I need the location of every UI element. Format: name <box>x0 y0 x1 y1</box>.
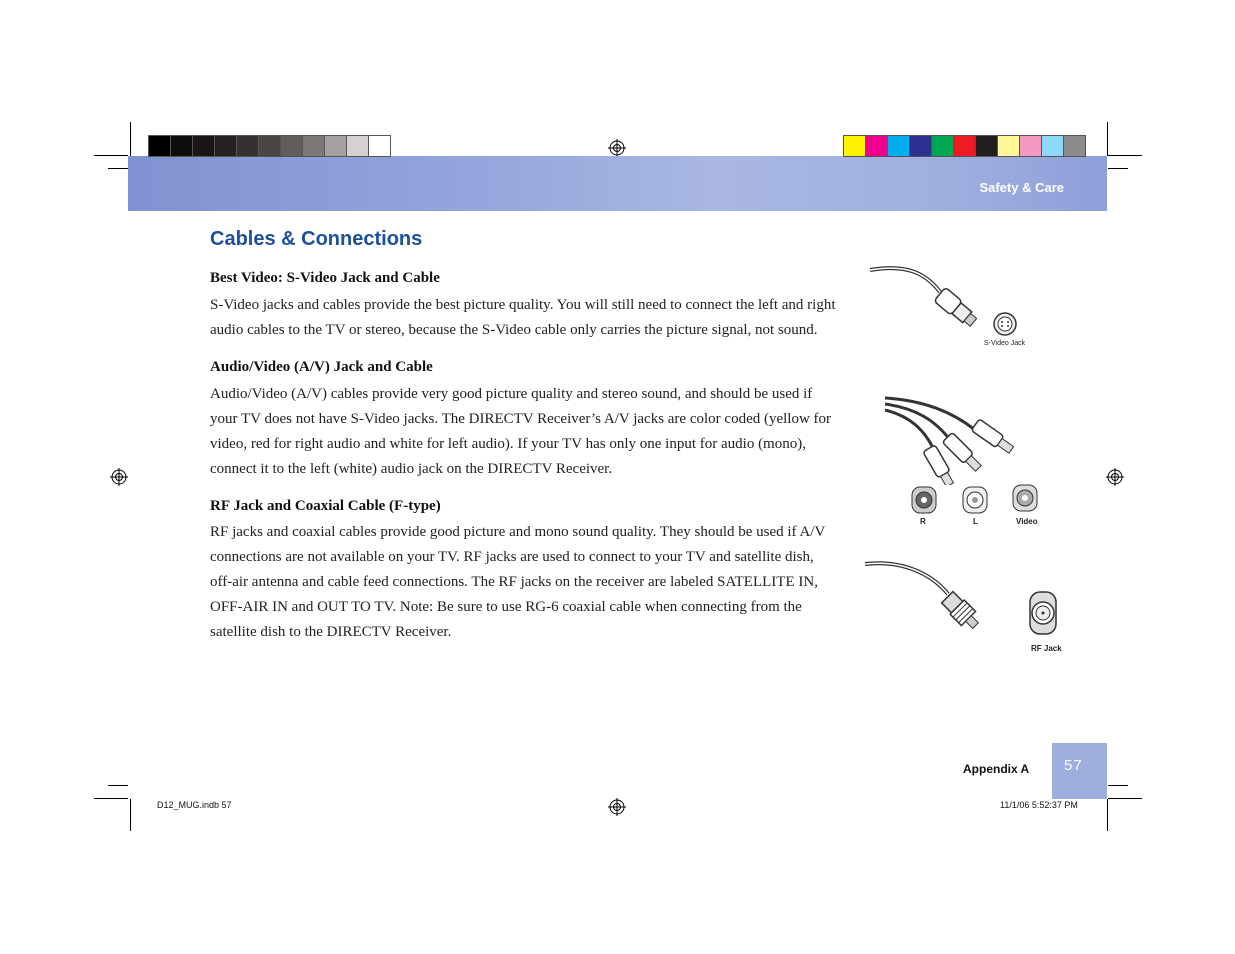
registration-mark-icon <box>110 468 128 486</box>
crop-mark <box>130 122 131 156</box>
color-swatch <box>931 135 954 157</box>
crop-mark <box>1108 155 1142 156</box>
body-line: off-air antenna and cable feed connections. The RF jacks on the receiver are labeled SATELLITE IN, <box>210 574 818 590</box>
av-label-l: L <box>973 517 978 526</box>
body-line: audio cables to the TV or stereo, because the S-Video cable only carries the picture signal, not sound. <box>210 322 818 338</box>
body-line: satellite dish to the DIRECTV Receiver. <box>210 624 452 640</box>
color-swatch <box>280 135 303 157</box>
av-jack-l-icon <box>962 486 988 514</box>
section-heading-svideo: Best Video: S-Video Jack and Cable <box>210 270 440 286</box>
crop-mark <box>130 799 131 831</box>
header-band <box>128 156 1107 211</box>
slug-timestamp: 11/1/06 5:52:37 PM <box>1000 800 1078 810</box>
color-swatch <box>953 135 976 157</box>
color-swatch <box>170 135 193 157</box>
section-label: Safety & Care <box>979 180 1064 195</box>
section-body-svideo <box>210 293 850 343</box>
color-swatch <box>997 135 1020 157</box>
crop-mark <box>94 798 128 799</box>
color-swatch <box>192 135 215 157</box>
crop-mark <box>1107 799 1108 831</box>
body-line: connect it to the left (white) audio jack on the DIRECTV Receiver. <box>210 461 613 477</box>
page-title: Cables & Connections <box>210 228 423 250</box>
body-line: connections are not available on your TV. RF jacks are used to connect to your TV and satellite dish, <box>210 549 814 565</box>
crop-mark <box>1108 798 1142 799</box>
rf-jack-icon <box>1024 590 1062 636</box>
crop-mark <box>1108 785 1128 786</box>
color-swatch <box>368 135 391 157</box>
page-number: 57 <box>1064 757 1083 774</box>
body-line: your TV does not have S-Video jacks. The DIRECTV Receiver’s A/V jacks are color coded (yellow for <box>210 411 832 427</box>
av-label-video: Video <box>1016 517 1038 526</box>
color-swatch <box>346 135 369 157</box>
av-cable-illustration <box>880 390 1050 485</box>
color-swatch <box>324 135 347 157</box>
body-line: OFF-AIR IN and OUT TO TV. Note: Be sure to use RG-6 coaxial cable when connecting from the <box>210 599 802 615</box>
rf-cable-illustration <box>860 552 1010 642</box>
section-body-rf <box>210 520 850 645</box>
registration-mark-icon <box>608 139 626 157</box>
appendix-label: Appendix A <box>963 762 1030 776</box>
crop-mark <box>1108 168 1128 169</box>
slug-file: D12_MUG.indb 57 <box>157 800 232 810</box>
crop-mark <box>108 168 128 169</box>
registration-mark-icon <box>1106 468 1124 486</box>
section-heading-av: Audio/Video (A/V) Jack and Cable <box>210 359 433 375</box>
crop-mark <box>94 155 128 156</box>
rf-jack-label: RF Jack <box>1031 644 1062 653</box>
crop-mark <box>1107 122 1108 156</box>
color-swatch <box>1019 135 1042 157</box>
av-jack-video-icon <box>1012 484 1038 512</box>
color-swatch <box>909 135 932 157</box>
color-swatch <box>843 135 866 157</box>
color-swatch <box>975 135 998 157</box>
svideo-jack-label: S-Video Jack <box>984 340 1026 347</box>
av-jack-r-icon <box>911 486 937 514</box>
crop-mark <box>108 785 128 786</box>
color-swatch <box>865 135 888 157</box>
color-swatch <box>258 135 281 157</box>
body-line: RF jacks and coaxial cables provide good picture and mono sound quality. They should be used if A/V <box>210 524 826 540</box>
color-swatch <box>1063 135 1086 157</box>
body-line: Audio/Video (A/V) cables provide very good picture quality and stereo sound, and should be used if <box>210 386 813 402</box>
section-body-av <box>210 382 850 482</box>
registration-mark-icon <box>608 798 626 816</box>
body-line: S-Video jacks and cables provide the best picture quality. You will still need to connect the left and right <box>210 297 836 313</box>
body-line: video, red for right audio and white for left audio). If your TV has only one input for audio (mono), <box>210 436 806 452</box>
color-swatch <box>887 135 910 157</box>
av-label-r: R <box>920 517 926 526</box>
section-heading-rf: RF Jack and Coaxial Cable (F-type) <box>210 498 441 514</box>
color-swatch <box>302 135 325 157</box>
color-swatch <box>236 135 259 157</box>
color-swatch <box>148 135 171 157</box>
color-swatch <box>214 135 237 157</box>
svideo-cable-illustration <box>865 262 1035 342</box>
color-swatch <box>1041 135 1064 157</box>
